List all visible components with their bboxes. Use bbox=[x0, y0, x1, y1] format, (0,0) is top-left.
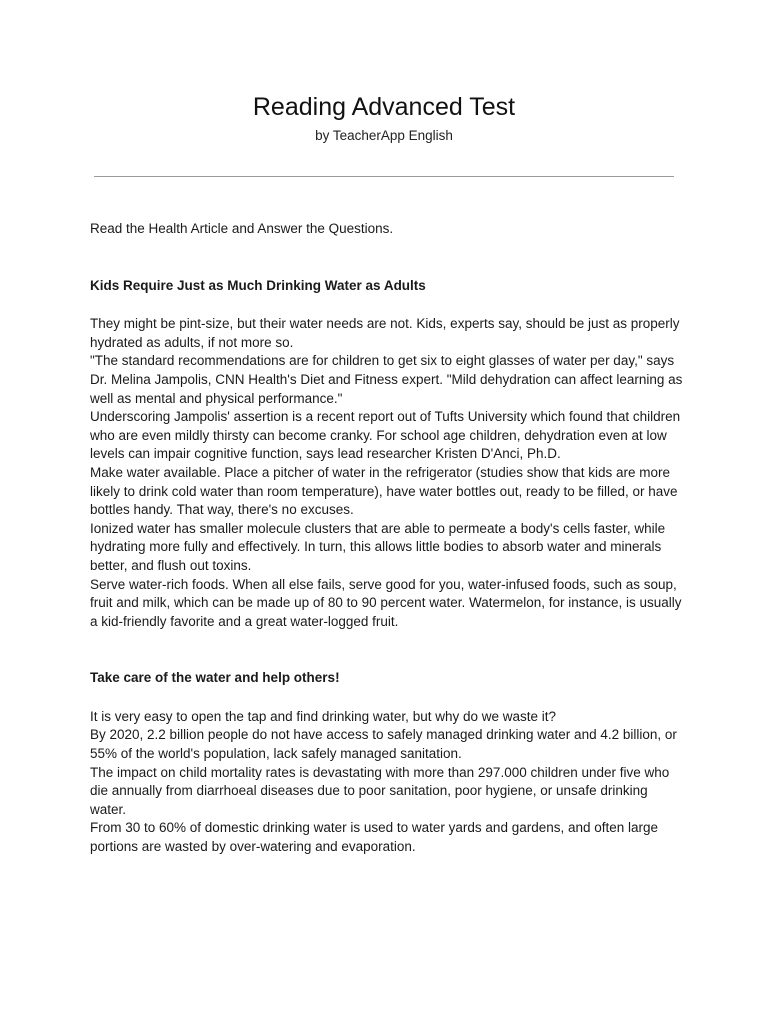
header-divider bbox=[94, 176, 674, 177]
page-title: Reading Advanced Test bbox=[252, 93, 516, 121]
paragraph: Serve water-rich foods. When all else fails, serve good for you, water-infused foods, such as soup, fruit and milk, which can be made up of 80 to 90 percent water. Watermelon, for instance, is usually a kid-friendly favorite and a great water-logged fruit. bbox=[90, 576, 682, 629]
paragraph: Underscoring Jampolis' assertion is a recent report out of Tufts University which found that children who are even mildly thirsty can become cranky. For school age children, dehydration even at low levels can impair cognitive function, says lead researcher Kristen D'Anci, Ph.D. bbox=[90, 409, 681, 462]
article-body bbox=[90, 315, 686, 631]
paragraph: Ionized water has smaller molecule clusters that are able to permeate a body's cells faster, while hydrating more fully and effectively. In turn, this allows little bodies to absorb water and minerals better, and flush out toxins. bbox=[90, 520, 666, 573]
paragraph: The impact on child mortality rates is devastating with more than 297.000 children under five who die annually from diarrhoeal diseases due to poor sanitation, poor hygiene, or unsafe drinking water. bbox=[90, 764, 670, 817]
article-body bbox=[90, 708, 686, 857]
article-water-care bbox=[90, 669, 686, 856]
paragraph: By 2020, 2.2 billion people do not have access to safely managed drinking water and 4.2 billion, or 55% of the world's population, lack safely managed sanitation. bbox=[90, 727, 677, 762]
instructions-text: Read the Health Article and Answer the Questions. bbox=[90, 221, 394, 236]
paragraph: "The standard recommendations are for children to get six to eight glasses of water per day," says Dr. Melina Jampolis, CNN Health's Diet and Fitness expert. "Mild dehydration can affect learning as well as mental and physical performance." bbox=[90, 353, 683, 406]
article-kids-water bbox=[90, 277, 686, 632]
paragraph: From 30 to 60% of domestic drinking water is used to water yards and gardens, and often large portions are wasted by over-watering and evaporation. bbox=[90, 820, 659, 855]
paragraph: Make water available. Place a pitcher of water in the refrigerator (studies show that kids are more likely to drink cold water than room temperature), have water bottles out, ready to be filled, or have bottles handy. That way, there's no excuses. bbox=[90, 464, 678, 518]
paragraph: They might be pint-size, but their water needs are not. Kids, experts say, should be just as properly hydrated as adults, if not more so. bbox=[90, 316, 680, 350]
page-subtitle: by TeacherApp English bbox=[315, 128, 453, 143]
article-heading: Kids Require Just as Much Drinking Water as Adults bbox=[90, 277, 426, 293]
paragraph: It is very easy to open the tap and find drinking water, but why do we waste it? bbox=[90, 708, 557, 724]
article-heading: Take care of the water and help others! bbox=[90, 670, 340, 686]
document-body bbox=[90, 220, 686, 857]
